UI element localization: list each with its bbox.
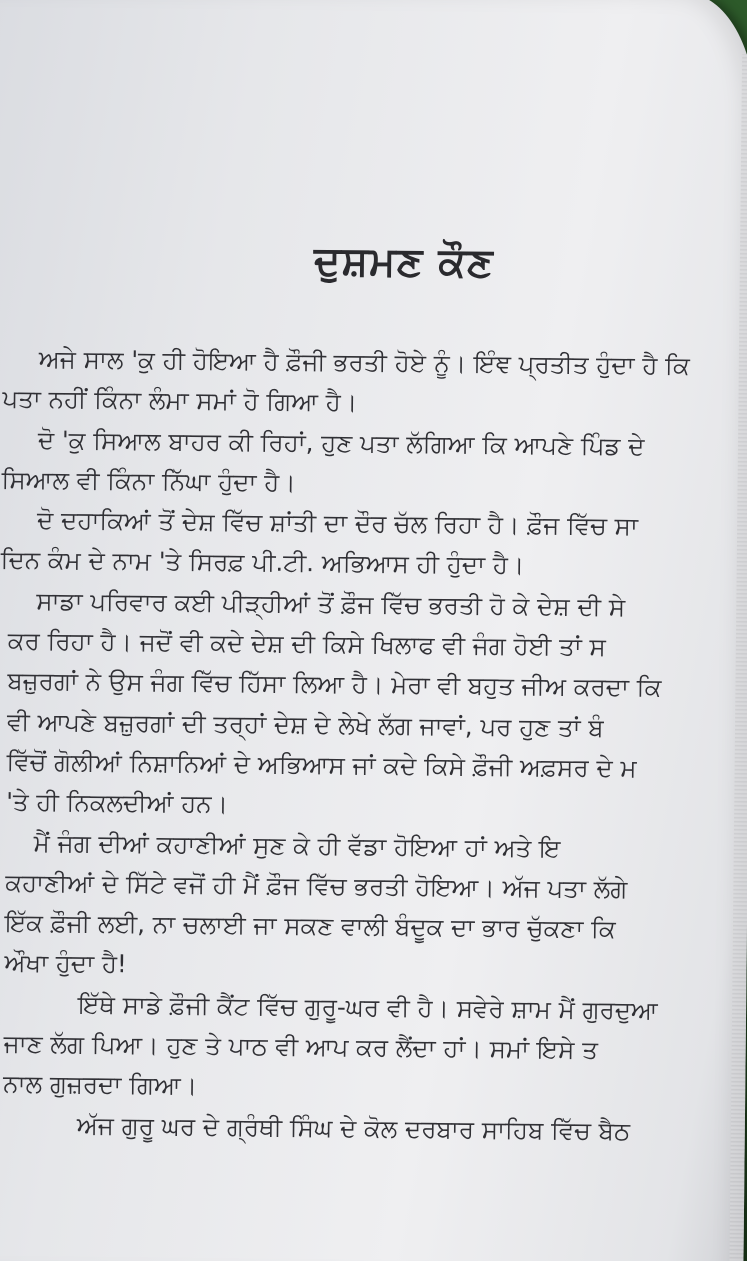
text-line: ਪਤਾ ਨਹੀਂ ਕਿੰਨਾ ਲੰਮਾ ਸਮਾਂ ਹੋ ਗਿਆ ਹੈ। <box>2 384 358 417</box>
text-line: ਦਿਨ ਕੰਮ ਦੇ ਨਾਮ 'ਤੇ ਸਿਰਫ਼ ਪੀ.ਟੀ. ਅਭਿਆਸ ਹੀ ਹੁੰਦਾ ਹੈ। <box>0 545 525 580</box>
text-line: ਔਖਾ ਹੁੰਦਾ ਹੈ! <box>4 948 127 979</box>
text-line: ਜਾਣ ਲੱਗ ਪਿਆ। ਹੁਣ ਤੇ ਪਾਠ ਵੀ ਆਪ ਕਰ ਲੈਂਦਾ ਹਾਂ। ਸਮਾਂ ਇਸੇ ਤ <box>3 1028 599 1065</box>
text-line: ਕਹਾਣੀਆਂ ਦੇ ਸਿੱਟੇ ਵਜੋਂ ਹੀ ਮੈਂ ਫ਼ੌਜ ਵਿੱਚ ਭਰਤੀ ਹੋਇਆ। ਅੱਜ ਪਤਾ ਲੱਗੇ <box>5 867 628 904</box>
text-line: ਮੈਂ ਜੰਗ ਦੀਆਂ ਕਹਾਣੀਆਂ ਸੁਣ ਕੇ ਹੀ ਵੱਡਾ ਹੋਇਆ ਹਾਂ ਅਤੇ ਇ <box>33 827 561 863</box>
text-line: ਨਾਲ ਗੁਜ਼ਰਦਾ ਗਿਆ। <box>3 1069 198 1101</box>
chapter-title: ਦੁਸ਼ਮਣ ਕੌਣ <box>313 238 494 287</box>
text-line: ਵੀ ਆਪਣੇ ਬਜ਼ੁਰਗਾਂ ਦੀ ਤਰ੍ਹਾਂ ਦੇਸ਼ ਦੇ ਲੇਖੇ ਲੱਗ ਜਾਵਾਂ, ਪਰ ਹੁਣ ਤਾਂ ਬੰ <box>6 706 604 742</box>
text-line: ਸਾਡਾ ਪਰਿਵਾਰ ਕਈ ਪੀੜ੍ਹੀਆਂ ਤੋਂ ਫ਼ੌਜ ਵਿੱਚ ਭਰਤੀ ਹੋ ਕੇ ਦੇਸ਼ ਦੀ ਸੇ <box>36 586 626 622</box>
text-line: ਇੱਕ ਫ਼ੌਜੀ ਲਈ, ਨਾ ਚਲਾਈ ਜਾ ਸਕਣ ਵਾਲੀ ਬੰਦੂਕ ਦਾ ਭਾਰ ਚੁੱਕਣਾ ਕਿ <box>4 908 616 944</box>
text-line: ਦੋ ਦਹਾਕਿਆਂ ਤੋਂ ਦੇਸ਼ ਵਿੱਚ ਸ਼ਾਂਤੀ ਦਾ ਦੌਰ ਚੱਲ ਰਿਹਾ ਹੈ। ਫ਼ੌਜ ਵਿੱਚ ਸਾ <box>36 505 639 541</box>
text-line: 'ਤੇ ਹੀ ਨਿਕਲਦੀਆਂ ਹਨ। <box>6 787 229 819</box>
text-line: ਕਰ ਰਿਹਾ ਹੈ। ਜਦੋਂ ਵੀ ਕਦੇ ਦੇਸ਼ ਦੀ ਕਿਸੇ ਖਿਲਾਫ ਵੀ ਜੰਗ ਹੋਈ ਤਾਂ ਸ <box>7 626 606 662</box>
story-body <box>0 339 747 1153</box>
text-line: ਇੱਥੇ ਸਾਡੇ ਫ਼ੌਜੀ ਕੈਂਟ ਵਿੱਚ ਗੁਰੂ-ਘਰ ਵੀ ਹੈ। ਸਵੇਰੇ ਸ਼ਾਮ ਮੈਂ ਗੁਰਦੁਆ <box>77 989 658 1025</box>
text-line: ਅੱਜ ਗੁਰੂ ਘਰ ਦੇ ਗ੍ਰੰਥੀ ਸਿੰਘ ਦੇ ਕੋਲ ਦਰਬਾਰ ਸਾਹਿਬ ਵਿੱਚ ਬੈਠ <box>76 1110 631 1146</box>
text-line: ਅਜੇ ਸਾਲ 'ਕੁ ਹੀ ਹੋਇਆ ਹੈ ਫ਼ੌਜੀ ਭਰਤੀ ਹੋਏ ਨੂੰ। ਇੰਞ ਪ੍ਰਤੀਤ ਹੁੰਦਾ ਹੈ ਕਿ <box>38 344 690 381</box>
text-line: ਬਜ਼ੁਰਗਾਂ ਨੇ ਉਸ ਜੰਗ ਵਿੱਚ ਹਿੱਸਾ ਲਿਆ ਹੈ। ਮੇਰਾ ਵੀ ਬਹੁਤ ਜੀਅ ਕਰਦਾ ਕਿ <box>7 666 662 703</box>
text-line: ਵਿੱਚੋਂ ਗੋਲੀਆਂ ਨਿਸ਼ਾਨਿਆਂ ਦੇ ਅਭਿਆਸ ਜਾਂ ਕਦੇ ਕਿਸੇ ਫ਼ੌਜੀ ਅਫ਼ਸਰ ਦੇ ਮ <box>6 746 637 783</box>
text-line: ਦੋ 'ਕੁ ਸਿਆਲ ਬਾਹਰ ਕੀ ਰਿਹਾਂ, ਹੁਣ ਪਤਾ ਲੱਗਿਆ ਕਿ ਆਪਣੇ ਪਿੰਡ ਦੇ <box>37 424 645 461</box>
text-line: ਸਿਆਲ ਵੀ ਕਿੰਨਾ ਨਿੱਘਾ ਹੁੰਦਾ ਹੈ। <box>1 464 296 497</box>
